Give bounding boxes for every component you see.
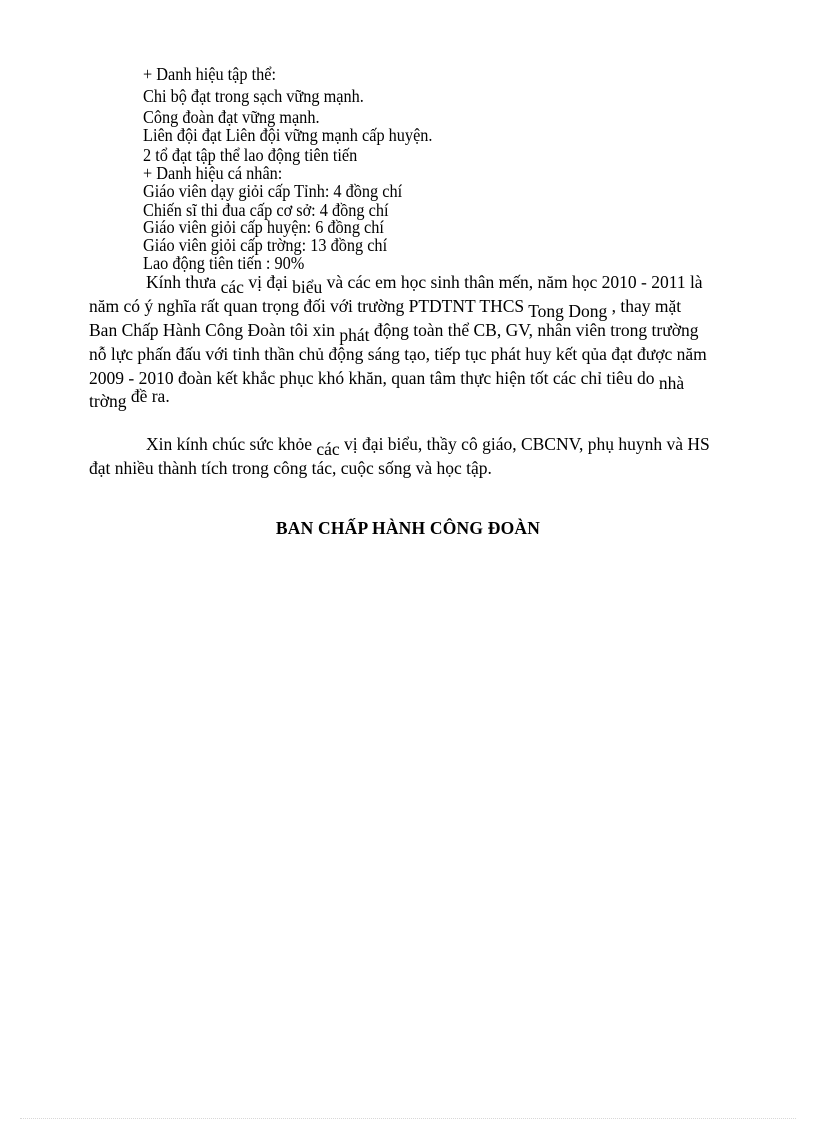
paragraph-line: Ban Chấp Hành Công Đoàn tôi xin phát động toàn thể CB, GV, nhân viên trong trường <box>89 320 699 345</box>
list-item: Chi bộ đạt trong sạch vững mạnh. <box>143 86 364 106</box>
paragraph-line: Xin kính chúc sức khỏe các vị đại biểu, thầy cô giáo, CBCNV, phụ huynh và HS <box>146 434 710 459</box>
page-bottom-rule <box>20 1118 796 1119</box>
paragraph-line: Kính thưa các vị đại biểu và các em học sinh thân mến, năm học 2010 - 2011 là <box>146 272 703 297</box>
paragraph-line: nỗ lực phấn đấu với tinh thần chủ động sáng tạo, tiếp tục phát huy kết qủa đạt được năm <box>89 344 707 364</box>
paragraph-line: năm có ý nghĩa rất quan trọng đối với trường PTDTNT THCS Tong Dong , thay mặt <box>89 296 682 321</box>
list-item: Giáo viên dạy giỏi cấp Tỉnh: 4 đồng chí <box>143 181 403 201</box>
paragraph-line: 2009 - 2010 đoàn kết khắc phục khó khăn, quan tâm thực hiện tốt các chỉ tiêu do nhà <box>89 368 685 393</box>
list-item: Liên đội đạt Liên đội vững mạnh cấp huyện. <box>143 125 433 145</box>
individual-awards-heading: + Danh hiệu cá nhân: <box>143 163 283 183</box>
signature-title: BAN CHẤP HÀNH CÔNG ĐOÀN <box>275 518 541 538</box>
list-item: Giáo viên giỏi cấp huyện: 6 đồng chí <box>143 217 384 237</box>
list-item: Giáo viên giỏi cấp trờng: 13 đồng chí <box>143 235 388 255</box>
collective-awards-heading: + Danh hiệu tập thể: <box>143 64 277 84</box>
list-item: Lao động tiên tiến : 90% <box>143 253 305 273</box>
list-item: Công đoàn đạt vững mạnh. <box>143 107 320 127</box>
list-item: Chiến sĩ thi đua cấp cơ sở: 4 đồng chí <box>143 200 389 220</box>
list-item: 2 tổ đạt tập thể lao động tiên tiến <box>143 145 358 165</box>
paragraph-line: đạt nhiều thành tích trong công tác, cuộc sống và học tập. <box>89 458 492 478</box>
paragraph-line: trờng đề ra. <box>89 386 170 411</box>
